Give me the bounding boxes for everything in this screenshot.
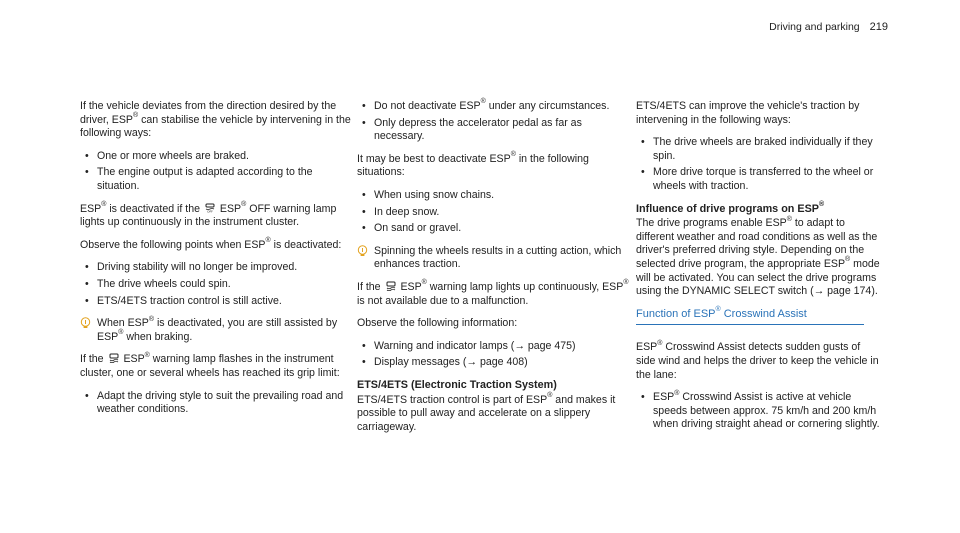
esp-off-warning-lamp-icon	[205, 203, 215, 213]
list-item: • The engine output is adapted according to the situation.	[80, 166, 352, 193]
subheading: ETS/4ETS (Electronic Traction System)	[357, 378, 557, 391]
bullet-list	[636, 136, 880, 193]
list-item: • In deep snow.	[357, 206, 629, 220]
list-item: • ETS/4ETS traction control is still active.	[80, 295, 352, 309]
note: Spinning the wheels results in a cutting action, which enhances traction.	[357, 245, 629, 272]
bullet-list	[80, 150, 352, 194]
page-number: 219	[869, 21, 888, 33]
list-item: • Driving stability will no longer be improved.	[80, 261, 352, 275]
list-item: • When using snow chains.	[357, 189, 629, 203]
list-item: • Adapt the driving style to suit the prevailing road and weather conditions.	[80, 390, 352, 417]
bullet-list	[357, 340, 629, 370]
bullet-list	[357, 100, 629, 144]
list-item: • ESP® Crosswind Assist is active at vehicle speeds between approx. 75 km/h and 200 km/h when driving straight ahead or cornering slightly.	[636, 391, 880, 432]
paragraph: The drive programs enable ESP® to adapt to different weather and road conditions as well as the driver's preferred driving style. Depending on the selected drive program, the appropriate ESP® mode will be activated. You can select the drive programs using the DYNAMIC SELECT switch (→ page 174).	[636, 215, 880, 298]
list-item-link[interactable]: • Display messages (→ page 408)	[357, 356, 629, 370]
note: When ESP® is deactivated, you are still assisted by ESP® when braking.	[80, 317, 352, 344]
column-2	[357, 100, 629, 443]
bullet-list	[80, 261, 352, 308]
paragraph: Observe the following information:	[357, 317, 518, 330]
esp-warning-lamp-icon	[386, 281, 396, 291]
subheading: Influence of drive programs on ESP®	[636, 200, 825, 215]
paragraph: ESP® is deactivated if the OFF ESP® OFF warning lamp lights up continuously in the instrument cluster.	[80, 201, 337, 229]
paragraph: If the vehicle deviates from the direction desired by the driver, ESP® can stabilise the vehicle by intervening in the following ways:	[80, 100, 351, 140]
bullet-list	[80, 390, 352, 417]
column-1	[80, 100, 352, 426]
info-note-icon	[357, 245, 368, 257]
list-item: • More drive torque is transferred to the wheel or wheels with traction.	[636, 166, 880, 193]
svg-text:OFF: OFF	[207, 209, 213, 213]
list-item-link[interactable]: • Warning and indicator lamps (→ page 475)	[357, 340, 629, 354]
list-item: • On sand or gravel.	[357, 222, 629, 236]
paragraph: If the ESP® warning lamp lights up continuously, ESP® is not available due to a malfunction.	[357, 279, 629, 307]
paragraph: ETS/4ETS traction control is part of ESP® and makes it possible to pull away and accelerate on a slippery carriageway.	[357, 391, 616, 433]
page-header	[769, 21, 888, 35]
list-item: • One or more wheels are braked.	[80, 150, 352, 164]
column-3	[636, 100, 880, 441]
section-name: Driving and parking	[769, 21, 860, 33]
list-item: • The drive wheels could spin.	[80, 278, 352, 292]
section-title-link[interactable]: Function of ESP® Crosswind Assist	[636, 308, 864, 326]
paragraph: It may be best to deactivate ESP® in the following situations:	[357, 151, 589, 179]
paragraph: ETS/4ETS can improve the vehicle's traction by intervening in the following ways:	[636, 100, 860, 126]
paragraph: Observe the following points when ESP® is deactivated:	[80, 237, 342, 251]
esp-warning-lamp-icon	[109, 353, 119, 363]
info-note-icon	[80, 317, 91, 329]
list-item: • Only depress the accelerator pedal as far as necessary.	[357, 117, 629, 144]
list-item: • Do not deactivate ESP® under any circumstances.	[357, 100, 629, 114]
list-item: • The drive wheels are braked individually if they spin.	[636, 136, 880, 163]
paragraph: ESP® Crosswind Assist detects sudden gusts of side wind and helps the driver to keep the vehicle in the lane:	[636, 339, 879, 381]
paragraph: If the ESP® warning lamp flashes in the instrument cluster, one or several wheels has reached its grip limit:	[80, 351, 340, 379]
bullet-list	[357, 189, 629, 236]
bullet-list	[636, 391, 880, 432]
